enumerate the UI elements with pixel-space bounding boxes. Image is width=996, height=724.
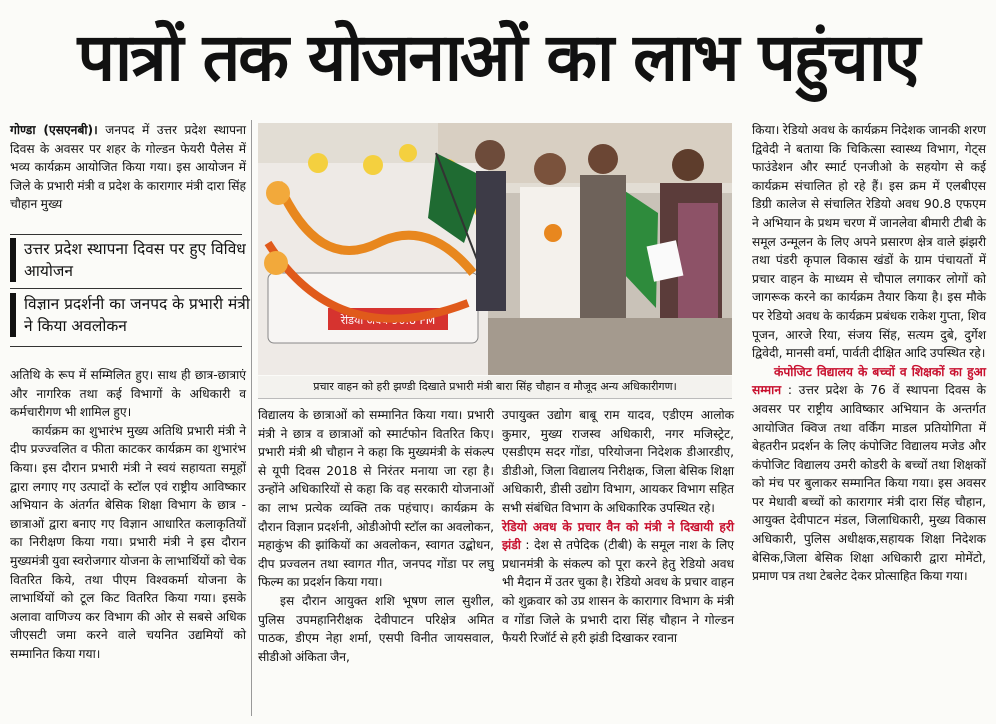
col1-para2: कार्यक्रम का शुभारंभ मुख्य अतिथि प्रभारी मंत्री ने दीप प्रज्ज्वलित व फीता काटकर कार्यक्रम का शुभारंभ किया। इस दौरान प्रभारी मंत्री ने स्वयं सहायता समूहों द्वारा लगाए गए उत्पादों के स्टॉल एवं राष्ट्रीय आविष्कार अभियान के अंतर्गत बेसिक शिक्षा विभाग के छात्र - छात्राओं द्वारा बनाए गए विज्ञान आधारित कलाकृतियों का निरीक्षण किया गया। प्रभारी मंत्री ने इस दौरान मुख्यमंत्री युवा स्वरोजगार योजना के लाभार्थियों को चेक वितरित किये, तथा पीएम विश्वकर्मा योजना के लाभार्थियों को टूल किट वितरित किया गया। इसके अलावा वाणिज्य कर विभाग की ओर से सबसे अधिक जीएसटी जमा करने वाले चयनित उद्यमियों को सम्मानित किया गया।	[10, 423, 246, 661]
col2-para2: इस दौरान आयुक्त शशि भूषण लाल सुशील, पुलिस उपमहानिरीक्षक देवीपाटन परिक्षेत्र अमित पाठक, डीएम नेहा शर्मा, एसपी विनीत जायसवाल, सीडीओ अंकिता जैन,	[258, 593, 494, 664]
lead-text: जनपद में उत्तर प्रदेश स्थापना दिवस के अवसर पर शहर के गोल्डन फेयरी पैलेस में भव्य कार्यक्रम आयोजित किया गया। इस आयोजन में जिले के प्रभारी मंत्री व प्रदेश के कारागार मंत्री दारा सिंह चौहान मुख्य	[10, 123, 246, 212]
col3-para1: उपायुक्त उद्योग बाबू राम यादव, एडीएम आलोक कुमार, मुख्य राजस्व अधिकारी, नगर मजिस्ट्रेट, एसडीएम सदर गोंडा, परियोजना निदेशक डीआरडीए, डीडीओ, जिला विद्यालय निरीक्षक, जिला बेसिक शिक्षा अधिकारी, डीसी उद्योग विभाग, आयकर विभाग सहित सभी संबंधित विभाग के अधिकारिक उपस्थित रहे।	[502, 408, 734, 515]
column-1-top	[10, 121, 246, 214]
column-3	[502, 406, 734, 648]
radio-awadh-subhead: रेडियो अवध के प्रचार वैन को मंत्री ने दिखायी हरी झंडी	[502, 519, 734, 553]
subhead-rule-mid	[10, 288, 242, 289]
photo-caption: प्रचार वाहन को हरी झण्डी दिखाते प्रभारी मंत्री बारा सिंह चौहान व मौजूद अन्य अधिकारीगण।	[258, 376, 732, 399]
subhead-rule-top	[10, 234, 242, 235]
col1-para1: अतिथि के रूप में सम्मिलित हुए। साथ ही छात्र-छात्राएं और नागरिक तथा कई विभागों के अधिकारी व कर्मचारीगण भी शामिल हुए।	[10, 368, 246, 420]
col4-para2: : उत्तर प्रदेश के 76 वें स्थापना दिवस के अवसर पर राष्ट्रीय आविष्कार अभियान के अन्तर्गत आयोजित क्विज तथा वर्किंग माडल प्रतियोगिता में बेहतरीन प्रदर्शन के लिए कंपोजिट विद्यालय मजेड और कंपोजिट विद्यालय उमरी कोडरी के बच्चों तथा शिक्षकों को मंच पर बुलाकर सम्मानित किया गया। इस अवसर पर मेधावी बच्चों को कारागार मंत्री दारा सिंह चौहान, आयुक्त देवीपाटन मंडल, जिलाधिकारी, मुख्य विकास अधिकारी, पुलिस अधीक्षक,सहायक शिक्षा निदेशक बेसिक,जिला बेसिक शिक्षा अधिकारी द्वारा मोमेंटो, प्रमाण पत्र तथा टेबलेट देकर प्रोत्साहित किया गया।	[752, 383, 986, 584]
subhead-rule-bottom	[10, 346, 242, 347]
col3-para2-wrap	[502, 518, 734, 648]
dateline: गोण्डा (एसएनबी)।	[10, 123, 98, 137]
news-photo	[258, 123, 732, 375]
column-1-bottom	[10, 366, 246, 664]
subhead-2: विज्ञान प्रदर्शनी का जनपद के प्रभारी मंत्री ने किया अवलोकन	[10, 293, 256, 337]
headline: पात्रों तक योजनाओं का लाभ पहुंचाए	[77, 19, 919, 96]
column-2	[258, 406, 494, 666]
column-4	[752, 121, 986, 586]
column-divider	[251, 120, 252, 716]
vehicle-text: रेडियो अवध 90.8 FM	[340, 314, 436, 327]
col4-para1: किया। रेडियो अवध के कार्यक्रम निदेशक जानकी शरण द्विवेदी ने बताया कि चिकित्सा स्वास्थ्य विभाग, गेट्स फाउंडेशन और स्मार्ट एनजीओ के सहयोग से कई कार्यक्रम संचालित हो रहे हैं। इस क्रम में एलबीएस डिग्री कालेज से संचालित रेडियो अवध 90.8 एफएम ने अभियान के प्रथम चरण में जानलेवा बीमारी टीबी के समूल उन्मूलन के लिए अपने प्रसारण क्षेत्र वाले झंझरी तथा पंडरी कृपाल विकास खंडों के ग्राम पंचायतों में प्रचार वाहन के माध्यम से चौपाल लगाकर लोगों को जागरूक करने का कार्यक्रम तैयार किया है। इस मौके पर रेडियो अवध के कार्यक्रम प्रबंधक राकेश गुप्ता, शिव पूजन, आरजे रिया, संजय सिंह, सत्यम दुबे, दुर्गेश द्विवेदी, मानसी वर्मा, पार्वती दीक्षित आदि उपस्थित रहे।	[752, 123, 986, 361]
col4-para2-wrap	[752, 363, 986, 586]
photo-illustration	[258, 123, 732, 375]
col3-para2: : देश से तपेदिक (टीबी) के समूल नाश के लिए प्रधानमंत्री के संकल्प को पूरा करने हेतु रेडियो अवध भी मैदान में उतर चुका है। रेडियो अवध के प्रचार वाहन को शुक्रवार को उप्र शासन के कारागार विभाग के मंत्री व गोंडा जिले के प्रभारी दारा सिंह चौहान ने गोल्डन फैयरी रिजॉर्ट से हरी झंडी दिखाकर रवाना	[502, 538, 734, 646]
col2-para1: विद्यालय के छात्राओं को सम्मानित किया गया। प्रभारी मंत्री ने छात्र व छात्राओं को स्मार्टफोन वितरित किए। प्रभारी मंत्री श्री चौहान ने कहा कि मुख्यमंत्री के संकल्प से यूपी दिवस 2018 से निरंतर मनाया जा रहा है। उन्होंने अधिकारियों से कहा कि वह सरकारी योजनाओं का लाभ प्रत्येक व्यक्ति तक पहंचाए। कार्यक्रम के दौरान विज्ञान प्रदर्शनी, ओडीओपी स्टॉल का अवलोकन, महाकुंभ की झांकियों का अवलोकन, स्वागत उद्बोधन, दीप प्रज्वलन तथा स्वागत गीत, जनपद गोंडा पर लघु फिल्म का प्रदर्शन किया गया।	[258, 408, 494, 590]
composite-school-subhead: कंपोजिट विद्यालय के बच्चों व शिक्षकों का हुआ सम्मान	[752, 364, 986, 398]
subhead-1: उत्तर प्रदेश स्थापना दिवस पर हुए विविध आयोजन	[10, 238, 256, 282]
